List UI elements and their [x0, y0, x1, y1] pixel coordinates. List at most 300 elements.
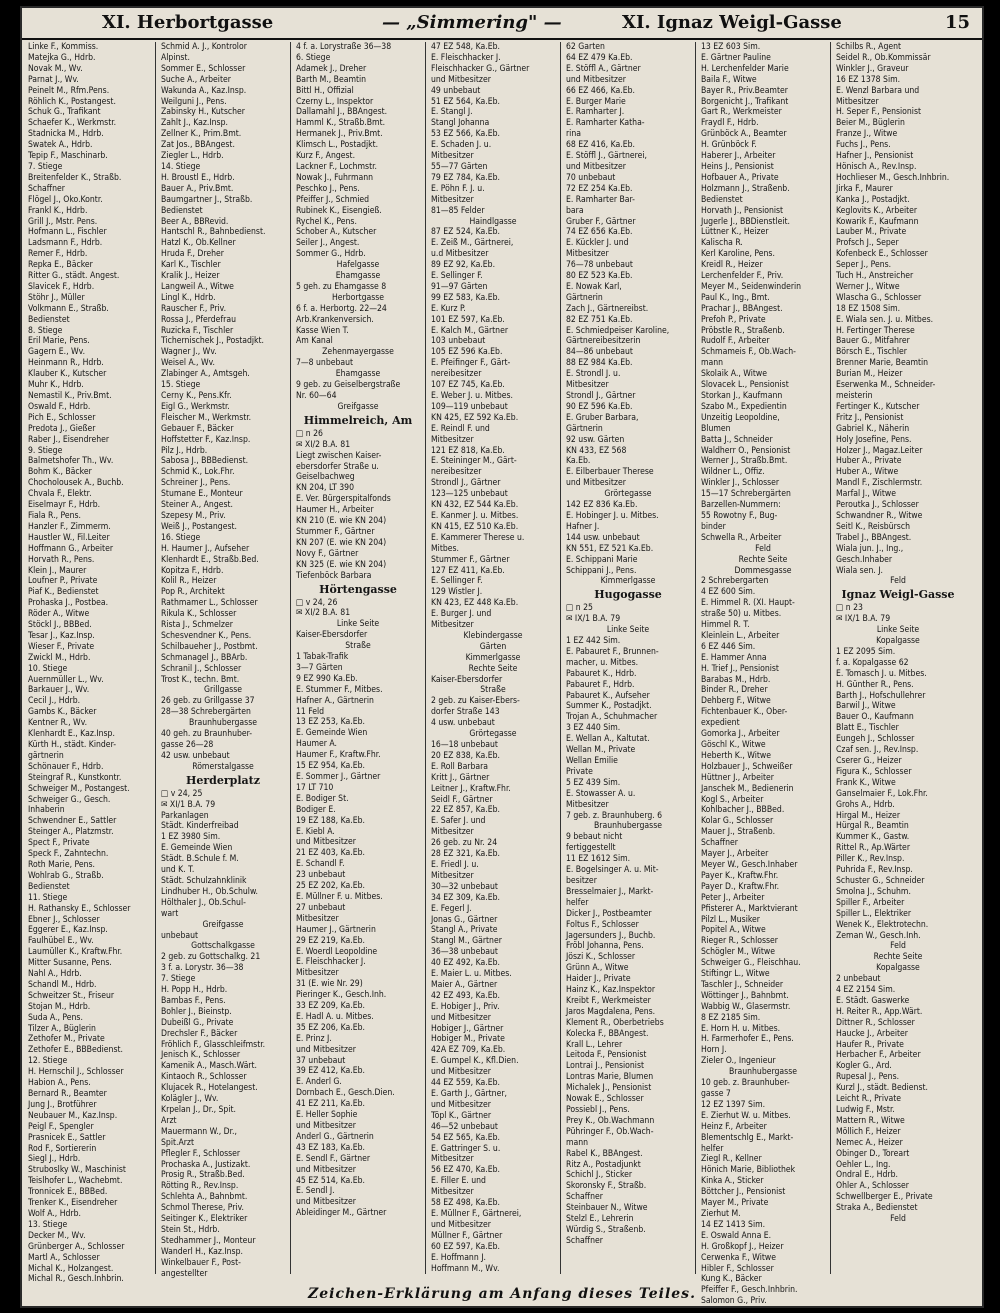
directory-entry: 142 EZ 836 Ka.Eb.: [566, 500, 638, 511]
directory-entry: Himmelreich, Am: [303, 413, 413, 427]
directory-entry: Seidl F., Gärtner: [431, 794, 493, 805]
directory-entry: 11. Stiege: [28, 892, 68, 903]
directory-entry: Werner J., Witwe: [836, 281, 900, 292]
directory-entry: Möllich F., Heizer: [836, 1126, 901, 1137]
directory-entry: Laumüller K., Kraftw.Fhr.: [28, 947, 123, 958]
directory-entry: 101 EZ 597, Ka.Eb.: [431, 314, 505, 325]
directory-entry: Schaffner: [701, 838, 738, 849]
directory-entry: Pühringer F., Ob.Wach-: [566, 1126, 654, 1137]
directory-entry: E. Kammerer Therese u.: [431, 532, 525, 543]
directory-entry: und Mitbesitzer: [431, 1099, 491, 1110]
directory-entry: 2 Schrebergarten: [701, 576, 769, 587]
directory-entry: Private: [566, 766, 593, 777]
directory-entry: Gärtnerin: [566, 292, 603, 303]
directory-entry: Bauer G., Mitfahrer: [836, 336, 910, 347]
directory-entry: Kopalgasse: [876, 963, 920, 974]
directory-entry: Auernmüller L., Wv.: [28, 674, 104, 685]
directory-entry: Haumer A.: [296, 739, 337, 750]
directory-entry: Stangl A., Private: [431, 925, 498, 936]
directory-entry: Gagern E., Wv.: [28, 347, 86, 358]
directory-entry: 17 LT 710: [296, 782, 334, 793]
directory-entry: 9. Stiege: [28, 445, 63, 456]
directory-entry: Rötting R., Rev.Insp.: [161, 1181, 239, 1192]
directory-page: [22, 8, 982, 1306]
directory-entry: unbebaut: [161, 930, 199, 941]
directory-entry: helfer: [701, 1143, 724, 1154]
directory-entry: 127 EZ 411, Ka.Eb.: [431, 565, 505, 576]
directory-entry: Bambas F., Pens.: [161, 995, 226, 1006]
directory-entry: Barabas M., Hdrb.: [701, 674, 771, 685]
directory-entry: Binder R., Dreher: [701, 685, 768, 696]
directory-entry: Zlabinger A., Amtsgeh.: [161, 369, 250, 380]
directory-entry: H. Grünböck F.: [701, 140, 757, 151]
directory-entry: Chocholousek A., Buchb.: [28, 478, 124, 489]
directory-entry: Arb.Krankenversich.: [296, 314, 374, 325]
directory-entry: Ruzicka F., Tischler: [161, 325, 234, 336]
directory-entry: Schober A., Kutscher: [296, 227, 377, 238]
directory-entry: Leitner J., Kraftw.Fhr.: [431, 783, 511, 794]
directory-entry: Volkmann E., Straßb.: [28, 303, 109, 314]
directory-entry: Gambs K., Bäcker: [28, 707, 97, 718]
directory-entry: Dicker J., Postbeamter: [566, 908, 652, 919]
directory-entry: und Mitbesitzer: [296, 1044, 356, 1055]
directory-entry: 58 EZ 498, Ka.Eb.: [431, 1198, 500, 1209]
directory-entry: 42 EZ 493, Ka.Eb.: [431, 990, 500, 1001]
directory-entry: Kalischa R.: [701, 238, 743, 249]
directory-entry: Barkauer J., Wv.: [28, 685, 90, 696]
directory-entry: Pieringer K., Gesch.Inh.: [296, 990, 387, 1001]
directory-entry: Salomon G., Priv.: [701, 1296, 767, 1307]
directory-entry: Kerl Karoline, Pens.: [701, 249, 775, 260]
directory-entry: Summer K., Postadjkt.: [566, 701, 652, 712]
directory-entry: Maier A., Gärtner: [431, 979, 498, 990]
directory-entry: Szabo M., Expedientin: [701, 401, 787, 412]
directory-entry: E. Roll Barbara: [431, 761, 489, 772]
directory-entry: 123—125 unbebaut: [431, 489, 508, 500]
directory-entry: E. Hammer Anna: [701, 652, 767, 663]
directory-entry: Steingraf R., Kunstkontr.: [28, 772, 122, 783]
directory-entry: 27 unbebaut: [296, 902, 346, 913]
directory-entry: KN 432, EZ 544 Ka.Eb.: [431, 500, 519, 511]
directory-entry: 76—78 unbebaut: [566, 260, 633, 271]
directory-entry: Czaf sen. J., Rev.Insp.: [836, 745, 919, 756]
directory-entry: KN 551, EZ 521 Ka.Eb.: [566, 543, 654, 554]
directory-entry: und Mitbesitzer: [296, 1197, 356, 1208]
directory-entry: Fritz J., Pensionist: [836, 412, 904, 423]
directory-entry: Dornbach E., Gesch.Dien.: [296, 1088, 395, 1099]
directory-entry: 53 EZ 566, Ka.Eb.: [431, 129, 500, 140]
directory-entry: Linke F., Kommiss.: [28, 42, 99, 52]
directory-entry: Peigl F., Spengler: [28, 1121, 94, 1132]
directory-entry: Nowak E., Schlosser: [566, 1094, 644, 1105]
directory-entry: Zethofer M., Private: [28, 1034, 105, 1045]
directory-entry: Marfal J., Witwe: [836, 489, 897, 500]
directory-entry: Trenker K., Eisendreher: [28, 1198, 118, 1209]
directory-entry: 54 EZ 565, Ka.Eb.: [431, 1132, 500, 1143]
directory-entry: E. Ramharter Katha-: [566, 118, 645, 129]
directory-entry: Hruda F., Dreher: [161, 249, 224, 260]
directory-entry: 74 EZ 656 Ka.Eb.: [566, 227, 633, 238]
directory-entry: Haberer J., Arbeiter: [701, 151, 776, 162]
directory-entry: Jonas G., Gärtner: [431, 914, 498, 925]
directory-entry: E. Wenzl Barbara und: [836, 85, 920, 96]
directory-entry: Taschler J., Schneider: [701, 979, 784, 990]
directory-entry: Werner J., Straßb.Bmt.: [701, 456, 788, 467]
directory-entry: E. Gumpel K., Kfl.Dien.: [431, 1056, 519, 1067]
directory-entry: Kürth H., städt. Kinder-: [28, 740, 116, 750]
directory-entry: Stangl Johanna: [431, 118, 490, 129]
directory-entry: Swatek A., Hdrb.: [28, 140, 93, 151]
directory-entry: E. Hobinger J. u. Mitbes.: [566, 510, 659, 521]
directory-entry: Lindhuber H., Ob.Schulw.: [161, 886, 258, 897]
directory-entry: Gärtnereibesitzerin: [566, 336, 641, 347]
directory-entry: macher, u. Mitbes.: [566, 657, 639, 668]
directory-entry: E. Schippani Marie: [566, 554, 638, 565]
directory-entry: Franze J., Witwe: [836, 129, 898, 140]
directory-entry: Schlehta A., Bahnbmt.: [161, 1192, 248, 1203]
directory-entry: und Mitbesitzer: [566, 478, 626, 489]
directory-entry: Römerstalgasse: [192, 761, 254, 772]
directory-entry: Drechsler F., Bäcker: [161, 1028, 238, 1039]
directory-entry: 26 geb. zu Nr. 24: [431, 838, 498, 849]
directory-entry: 121 EZ 818, Ka.Eb.: [431, 445, 505, 456]
directory-entry: H. Popp H., Hdrb.: [161, 985, 228, 996]
directory-entry: E. Pabauret F., Brunnen-: [566, 646, 659, 657]
directory-entry: Eiselmayr F., Hdrb.: [28, 500, 101, 511]
directory-entry: E. Kiebl A.: [296, 826, 335, 837]
directory-entry: Jung J., Brotführer: [28, 1099, 97, 1110]
directory-entry: Schichl J., Sticker: [566, 1170, 633, 1181]
directory-entry: Tichernischek J., Postadjkt.: [161, 336, 265, 347]
directory-entry: Gesch.Inhaber: [836, 554, 893, 565]
directory-entry: Kolar G., Schlosser: [701, 816, 774, 827]
directory-entry: H. Lerchenfelder Marie: [701, 63, 789, 74]
directory-entry: Schmid A. J., Kontrolor: [161, 42, 247, 52]
directory-entry: Zabinsky H., Kutscher: [161, 107, 245, 118]
directory-entry: Braunhubergasse: [189, 718, 257, 729]
directory-entry: Hochlieser M., Gesch.Inhbrin.: [836, 172, 950, 183]
directory-entry: Rathmamer L., Schlosser: [161, 598, 258, 609]
directory-entry: Kurz F., Angest.: [296, 151, 356, 162]
directory-entry: Fichtenbauer K., Ober-: [701, 707, 788, 718]
directory-entry: E. Burger J. und: [431, 609, 492, 620]
directory-entry: Stöckl J., BBBed.: [28, 620, 92, 631]
directory-entry: Zieler O., Ingenieur: [701, 1056, 776, 1067]
directory-entry: 15 EZ 954, Ka.Eb.: [296, 761, 365, 772]
directory-entry: Winkler J., Graveur: [836, 63, 909, 74]
directory-entry: H. Farmerhofer E., Pens.: [701, 1034, 794, 1045]
directory-entry: Bauer O., Kaufmann: [836, 712, 914, 723]
directory-entry: 1 EZ 442 Sim.: [566, 636, 621, 647]
directory-entry: Michalek J., Pensionist: [566, 1083, 652, 1094]
directory-entry: Martl A., Schlosser: [28, 1252, 100, 1263]
directory-entry: und Mitbesitzer: [566, 74, 626, 85]
directory-entry: Hofmann L., Fischler: [28, 227, 107, 238]
directory-entry: Raber J., Eisendreher: [28, 434, 110, 445]
directory-entry: Prochaska A., Justizakt.: [161, 1159, 251, 1170]
directory-entry: Fraydl F., Hdrb.: [701, 118, 759, 129]
directory-entry: Mitbesitzer: [431, 870, 474, 881]
directory-entry: Repka E., Bäcker: [28, 260, 93, 271]
directory-entry: 4 usw. unbebaut: [431, 718, 495, 729]
directory-entry: 1 Tabak-Trafik: [296, 652, 349, 663]
directory-entry: Zeman W., Gesch.Inh.: [836, 930, 921, 941]
directory-entry: Hanzler F., Zimmerm.: [28, 521, 111, 532]
directory-entry: 103 unbebaut: [431, 336, 486, 347]
directory-entry: gärtnerin: [28, 750, 64, 761]
directory-entry: Alpinst.: [161, 52, 190, 63]
directory-entry: dorfer Straße 143: [431, 707, 500, 718]
directory-entry: 9 EZ 990 Ka.Eb.: [296, 673, 358, 684]
directory-entry: Mitbesitzer: [296, 913, 339, 924]
directory-entry: Gruber F., Gärtner: [566, 216, 636, 227]
directory-entry: Braunhubergasse: [729, 1067, 797, 1078]
directory-entry: Haider J., Private: [566, 974, 631, 985]
directory-entry: 7 geb. z. Braunhuberg. 6: [566, 810, 663, 821]
directory-entry: Chvala F., Elektr.: [28, 489, 92, 500]
directory-entry: 8. Stiege: [28, 325, 63, 336]
directory-entry: E. Fleischhacker J.: [431, 52, 501, 63]
directory-entry: E. Müllner F. u. Mitbes.: [296, 891, 383, 902]
directory-entry: 31 (E. wie Nr. 29): [296, 979, 363, 990]
directory-entry: 28—38 Schrebergärten: [161, 707, 251, 718]
directory-entry: Trost K., techn. Bmt.: [161, 674, 240, 685]
directory-entry: 1 EZ 2095 Sim.: [836, 646, 896, 657]
directory-entry: Keglovits K., Arbeiter: [836, 205, 918, 216]
directory-entry: □ n 25: [566, 603, 593, 614]
directory-entry: 6 EZ 446 Sim.: [701, 641, 756, 652]
directory-entry: Rod F., Sortiererin: [28, 1143, 97, 1154]
directory-entry: H. Haumer J., Aufseher: [161, 543, 250, 554]
directory-entry: Kogler G., Ard.: [836, 1061, 892, 1072]
directory-entry: Zellner K., Prim.Bmt.: [161, 129, 242, 140]
directory-entry: Mitbesitzer: [431, 620, 474, 631]
directory-entry: Hörtengasse: [319, 582, 397, 596]
directory-entry: Feld: [755, 543, 771, 554]
directory-entry: E. Sendl J.: [296, 1186, 335, 1197]
directory-entry: Anderl G., Gärtnerin: [296, 1131, 374, 1142]
directory-entry: Leitoda F., Pensionist: [566, 1050, 647, 1061]
directory-entry: f. a. Kopalgasse 62: [836, 657, 909, 668]
directory-entry: Payer D., Kraftw.Fhr.: [701, 881, 780, 892]
directory-entry: Pilz J., Hdrb.: [161, 445, 208, 456]
directory-entry: 40 EZ 492, Ka.Eb.: [431, 958, 500, 969]
directory-entry: Peschko J., Pens.: [296, 183, 360, 194]
directory-entry: □ v 24, 25: [161, 788, 203, 799]
directory-entry: Schmanagel J., BBArb.: [161, 652, 248, 663]
directory-entry: Bedienstet: [28, 881, 70, 892]
directory-entry: Seidel R., Ob.Kommissär: [836, 52, 931, 63]
directory-entry: Rechte Seite: [738, 554, 788, 565]
directory-entry: Obinger D., Toreart: [836, 1148, 910, 1159]
directory-entry: Braunhubergasse: [594, 821, 662, 832]
directory-entry: Spit.Arzt: [161, 1137, 195, 1148]
directory-entry: Eserwenka M., Schneider-: [836, 380, 936, 391]
directory-entry: 81—85 Felder: [431, 205, 485, 216]
directory-entry: Beer A., BBRevid.: [161, 216, 229, 227]
directory-entry: Faulhübel E., Wv.: [28, 936, 94, 947]
directory-entry: Hermanek J., Priv.Bmt.: [296, 129, 383, 140]
directory-entry: Prasnicek E., Sattler: [28, 1132, 106, 1143]
directory-entry: Kanka J., Postadjkt.: [836, 194, 910, 205]
directory-entry: Barwil J., Witwe: [836, 701, 896, 712]
directory-entry: Pich E., Schlosser: [28, 412, 96, 423]
directory-entry: Pabauret K., Aufseher: [566, 690, 650, 701]
directory-entry: und Mitbesitzer: [566, 161, 626, 172]
directory-entry: Nahl A., Hdrb.: [28, 969, 82, 980]
directory-entry: H. Trief J., Pensionist: [701, 663, 779, 674]
directory-entry: Grill J., Mstr. Pens.: [28, 216, 98, 227]
directory-entry: Hafelgasse: [336, 260, 380, 271]
directory-entry: Jagersunders J., Buchb.: [566, 930, 656, 941]
directory-entry: Tuch H., Anstreicher: [836, 271, 914, 282]
directory-entry: Bayer R., Priv.Beamter: [701, 85, 788, 96]
directory-entry: Batta J., Schneider: [701, 434, 773, 445]
directory-entry: Schwandner R., Witwe: [836, 510, 923, 521]
directory-entry: Unzeitig Leopoldine,: [701, 412, 780, 423]
directory-entry: Rechte Seite: [873, 952, 923, 963]
directory-entry: 9 geb. zu Geiselbergstraße: [296, 380, 401, 391]
directory-entry: Wagner J., Wv.: [161, 347, 217, 358]
directory-entry: Sommer G., Hdrb.: [296, 249, 366, 260]
directory-entry: 19 EZ 188, Ka.Eb.: [296, 815, 365, 826]
directory-entry: Zierhut M.: [701, 1208, 741, 1219]
directory-entry: ✉ XI/2 B.A. 81: [296, 439, 351, 450]
directory-entry: Straße: [480, 685, 506, 696]
directory-entry: Mitbesitzer: [431, 827, 474, 838]
directory-entry: Gottschalkgasse: [191, 941, 255, 952]
directory-entry: Mitbesitzer: [566, 799, 609, 810]
directory-entry: Ondral E., Hdrb.: [836, 1170, 898, 1181]
directory-entry: Eigl G., Werkmstr.: [161, 401, 230, 412]
directory-entry: 13 EZ 253, Ka.Eb.: [296, 717, 365, 728]
directory-entry: 22 EZ 857, Ka.Eb.: [431, 805, 500, 816]
directory-entry: Hölthaler J., Ob.Schul-: [161, 897, 246, 908]
directory-entry: 14 EZ 1413 Sim.: [701, 1219, 766, 1230]
directory-entry: 129 Wistler J.: [431, 587, 483, 598]
directory-entry: Mauermann W., Dr.,: [161, 1126, 237, 1137]
directory-entry: 51 EZ 564, Ka.Eb.: [431, 96, 500, 107]
directory-entry: Parnat J., Wv.: [28, 74, 79, 85]
directory-entry: Liegt zwischen Kaiser-: [296, 450, 382, 461]
directory-entry: E. Zierhut W. u. Mitbes.: [701, 1110, 791, 1121]
directory-entry: 80 EZ 523 Ka.Eb.: [566, 271, 633, 282]
directory-entry: KN 425, EZ 592 Ka.Eb.: [431, 412, 519, 423]
directory-entry: H. Seper F., Pensionist: [836, 107, 922, 118]
directory-entry: und Mitbesitzer: [296, 1164, 356, 1175]
directory-entry: Krpelan J., Dr., Spit.: [161, 1105, 236, 1115]
directory-entry: Lauber M., Private: [836, 227, 907, 238]
directory-entry: Figura K., Schlosser: [836, 766, 912, 777]
directory-entry: Suche A., Arbeiter: [161, 74, 231, 85]
directory-entry: Pflegler F., Schlosser: [161, 1148, 241, 1159]
directory-entry: 21 EZ 403, Ka.Eb.: [296, 848, 365, 859]
directory-entry: Hafner J., Pensionist: [836, 151, 914, 162]
directory-entry: Baila F., Witwe: [701, 74, 757, 85]
directory-entry: E. Wiala sen. J. u. Mitbes.: [836, 314, 934, 325]
directory-entry: Kaiser-Ebersdorfer: [296, 630, 368, 641]
directory-entry: Seper J., Pens.: [836, 260, 892, 271]
directory-entry: Klenhardt E., Straßb.Bed.: [161, 554, 259, 565]
directory-entry: E. Kalch M., Gärtner: [431, 325, 509, 336]
directory-entry: Jaros Magdalena, Pens.: [566, 1006, 656, 1017]
directory-entry: Ludwig F., Mstr.: [836, 1105, 895, 1115]
directory-entry: Winkler J., Schlosser: [701, 478, 780, 489]
directory-entry: E. Safer J. und: [431, 816, 486, 827]
directory-entry: Schippani J., Pens.: [566, 565, 637, 576]
directory-entry: Flögel J., Oko.Kontr.: [28, 194, 103, 205]
directory-entry: 88 EZ 984 Ka.Eb.: [566, 358, 633, 369]
directory-entry: Kaiser-Ebersdorfer: [431, 674, 503, 685]
directory-entry: gasse 26—28: [161, 740, 214, 750]
column-6: [701, 42, 825, 1307]
directory-entry: Mitbesitzer: [431, 1154, 474, 1165]
directory-entry: Bedienstet: [28, 314, 70, 325]
directory-entry: 55 Rowotny F., Bug-: [701, 510, 778, 521]
directory-entry: Mitter Susanne, Pens.: [28, 958, 112, 969]
directory-entry: Rubinek K., Eisengieß.: [296, 205, 382, 216]
directory-entry: Schmol Therese, Priv.: [161, 1203, 244, 1214]
directory-entry: Seitinger K., Elektriker: [161, 1214, 248, 1225]
directory-entry: Fertinger K., Kutscher: [836, 401, 920, 412]
directory-entry: 49 unbebaut: [431, 85, 481, 96]
directory-entry: Hüttner J., Arbeiter: [701, 772, 774, 783]
directory-entry: Mitbesitzer: [296, 968, 339, 979]
directory-entry: Piller K., Rev.Insp.: [836, 854, 905, 865]
directory-entry: Langweil A., Witwe: [161, 281, 234, 292]
page-number: 15: [944, 12, 970, 33]
directory-entry: Heberth K., Witwe: [701, 750, 771, 761]
directory-entry: Mayer J., Arbeiter: [701, 849, 769, 860]
directory-entry: H. Rathansky E., Schlosser: [28, 903, 131, 914]
directory-entry: E. Sommer J., Gärtner: [296, 772, 381, 782]
directory-entry: Burian M., Heizer: [836, 369, 903, 380]
directory-entry: Payer K., Kraftw.Fhr.: [701, 870, 779, 881]
directory-entry: Sommer E., Schlosser: [161, 63, 246, 74]
directory-entry: Linke Seite: [876, 625, 920, 636]
directory-entry: 62 Garten: [566, 42, 605, 52]
directory-entry: Kimmerlgasse: [465, 652, 521, 663]
column-3: [296, 42, 420, 1274]
directory-entry: Mandl F., Zischlermstr.: [836, 478, 923, 489]
directory-entry: 18 EZ 1508 Sim.: [836, 303, 901, 314]
directory-entry: Bohler J., Bieinstp.: [161, 1006, 232, 1017]
directory-entry: Nr. 60—64: [296, 391, 337, 401]
directory-entry: Storkan J., Kaufmann: [701, 391, 783, 401]
directory-entry: Ziegl R., Kellner: [701, 1154, 762, 1165]
directory-entry: E. Eilberbauer Therese: [566, 467, 654, 478]
directory-entry: Mitbesitzer: [431, 434, 474, 445]
directory-entry: straße 50) u. Mitbes.: [701, 609, 782, 620]
directory-entry: 37 unbebaut: [296, 1055, 346, 1066]
directory-entry: Hantschl R., Bahnbedienst.: [161, 227, 266, 238]
directory-entry: E. Stummer F., Mitbes.: [296, 684, 383, 695]
directory-entry: Frankl K., Hdrb.: [28, 205, 88, 216]
directory-entry: Holzer J., Magaz.Leiter: [836, 445, 923, 456]
directory-entry: Hainz K., Kaz.Inspektor: [566, 985, 656, 996]
directory-entry: Wanderl H., Kaz.Insp.: [161, 1246, 243, 1257]
directory-entry: Klujacek R., Hotelangest.: [161, 1083, 258, 1094]
directory-entry: Stiftingr L., Witwe: [701, 969, 770, 980]
directory-entry: 60 EZ 597, Ka.Eb.: [431, 1241, 500, 1252]
directory-entry: 25 EZ 202, Ka.Eb.: [296, 881, 365, 892]
directory-entry: Klimsch L., Postadjkt.: [296, 140, 379, 151]
directory-entry: Zahlt J., Kaz.Insp.: [161, 118, 228, 129]
directory-entry: Steinger A., Platzmstr.: [28, 827, 114, 838]
directory-entry: 84—86 unbebaut: [566, 347, 633, 358]
directory-entry: Klement R., Oberbetriebs: [566, 1017, 664, 1028]
directory-entry: Böttcher J., Pensionist: [701, 1187, 786, 1198]
